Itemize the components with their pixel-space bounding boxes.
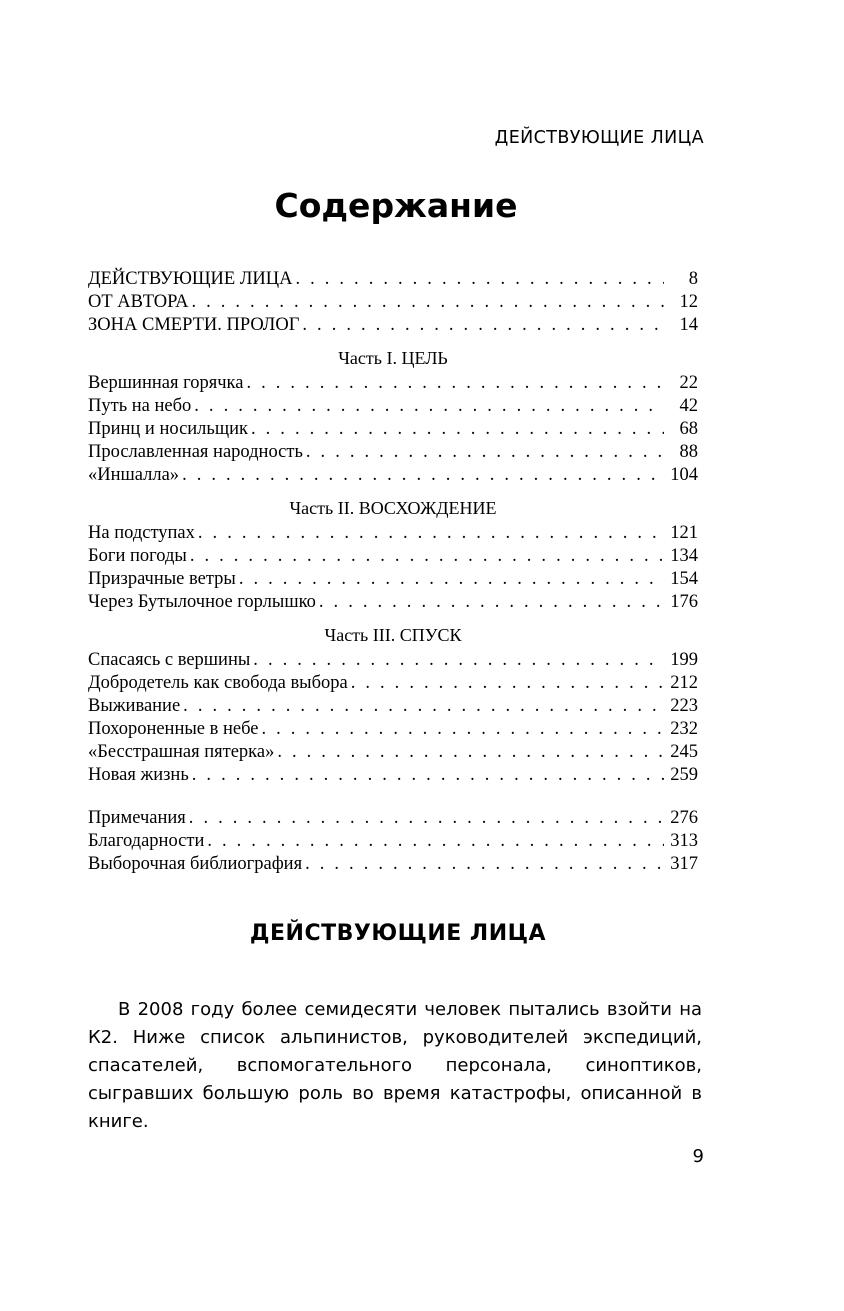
toc-entry-title: ОТ АВТОРА — [88, 292, 189, 312]
dot-leader — [253, 649, 664, 672]
toc-entry-page: 12 — [679, 292, 698, 312]
section-title: ДЕЙСТВУЮЩИЕ ЛИЦА — [249, 921, 547, 946]
toc-entry[interactable] — [88, 464, 698, 487]
part-heading: Часть I. ЦЕЛЬ — [338, 348, 448, 368]
dot-leader — [194, 395, 664, 418]
toc-entry-page: 199 — [670, 650, 698, 670]
toc-entry-page: 259 — [670, 765, 698, 785]
toc-entry-title: Добродетель как свобода выбора — [88, 673, 348, 693]
toc-entry-page: 8 — [688, 269, 698, 289]
toc-entry-title: Через Бутылочное горлышко — [88, 592, 316, 612]
toc-entry-title: ДЕЙСТВУЮЩИЕ ЛИЦА — [88, 269, 293, 289]
toc-entry-title: Боги погоды — [88, 546, 187, 566]
toc-entry-page: 176 — [670, 592, 698, 612]
toc-entry-page: 68 — [679, 419, 698, 439]
toc-entry-page: 245 — [670, 742, 698, 762]
page-number: 9 — [692, 1146, 704, 1167]
dot-leader — [192, 764, 664, 787]
toc-part-2 — [88, 497, 698, 614]
dot-leader — [251, 418, 664, 441]
running-head: ДЕЙСТВУЮЩИЕ ЛИЦА — [494, 128, 704, 148]
toc-entry[interactable] — [88, 718, 698, 741]
toc-entry[interactable] — [88, 441, 698, 464]
dot-leader — [319, 591, 664, 614]
toc-entry[interactable] — [88, 522, 698, 545]
toc-part-1 — [88, 347, 698, 487]
toc-entry-title: ЗОНА СМЕРТИ. ПРОЛОГ — [88, 315, 300, 335]
dot-leader — [246, 372, 664, 395]
dot-leader — [191, 291, 664, 314]
intro-paragraph: В 2008 году более семидесяти человек пытались взойти на К2. Ниже список альпинистов, руководителей экспедиций, спасателей, вспомогательного персонала, синоптиков, сыгравших большую роль во время катастрофы, описанной в книге. — [88, 999, 702, 1132]
part-heading: Часть III. СПУСК — [324, 625, 462, 645]
dot-leader — [277, 741, 664, 764]
toc-entry-page: 22 — [679, 373, 698, 393]
dot-leader — [182, 464, 664, 487]
toc-entry[interactable] — [88, 830, 698, 853]
toc-entry-title: Спасаясь с вершины — [88, 650, 251, 670]
table-of-contents — [88, 268, 698, 876]
toc-entry[interactable] — [88, 741, 698, 764]
toc-entry-title: «Бесстрашная пятерка» — [88, 742, 275, 762]
toc-entry-page: 313 — [670, 831, 698, 851]
dot-leader — [198, 522, 664, 545]
toc-entry-title: Выживание — [88, 696, 181, 716]
dot-leader — [190, 545, 664, 568]
dot-leader — [261, 718, 664, 741]
dot-leader — [351, 672, 664, 695]
toc-front-matter — [88, 268, 698, 337]
toc-entry-page: 14 — [679, 315, 698, 335]
toc-entry-page: 276 — [670, 808, 698, 828]
toc-entry-title: Путь на небо — [88, 396, 192, 416]
toc-entry-page: 223 — [670, 696, 698, 716]
toc-entry[interactable] — [88, 418, 698, 441]
dot-leader — [302, 314, 664, 337]
toc-entry[interactable] — [88, 545, 698, 568]
toc-entry-page: 134 — [670, 546, 698, 566]
dot-leader — [189, 807, 664, 830]
toc-entry[interactable] — [88, 695, 698, 718]
dot-leader — [305, 853, 664, 876]
toc-part-3 — [88, 624, 698, 787]
toc-entry-title: Призрачные ветры — [88, 569, 236, 589]
toc-entry-page: 317 — [670, 854, 698, 874]
toc-entry-page: 104 — [670, 465, 698, 485]
dot-leader — [295, 268, 664, 291]
dot-leader — [183, 695, 664, 718]
toc-entry-page: 42 — [679, 396, 698, 416]
dot-leader — [207, 830, 664, 853]
toc-entry[interactable] — [88, 591, 698, 614]
toc-entry[interactable] — [88, 672, 698, 695]
toc-entry-title: Похороненные в небе — [88, 719, 259, 739]
dot-leader — [239, 568, 664, 591]
toc-entry[interactable] — [88, 291, 698, 314]
toc-entry-page: 154 — [670, 569, 698, 589]
toc-entry-title: «Иншалла» — [88, 465, 180, 485]
toc-back-matter — [88, 807, 698, 876]
toc-entry[interactable] — [88, 807, 698, 830]
toc-entry-page: 121 — [670, 523, 698, 543]
toc-entry-page: 88 — [679, 442, 698, 462]
toc-entry[interactable] — [88, 372, 698, 395]
toc-entry[interactable] — [88, 395, 698, 418]
toc-entry[interactable] — [88, 568, 698, 591]
toc-entry[interactable] — [88, 314, 698, 337]
toc-entry-title: Вершинная горячка — [88, 373, 244, 393]
toc-entry-title: Выборочная библиография — [88, 854, 303, 874]
toc-entry-title: На подступах — [88, 523, 195, 543]
toc-entry[interactable] — [88, 764, 698, 787]
dot-leader — [306, 441, 664, 464]
toc-entry-title: Принц и носильщик — [88, 419, 248, 439]
contents-title: Содержание — [274, 186, 518, 225]
part-heading: Часть II. ВОСХОЖДЕНИЕ — [289, 498, 497, 518]
toc-entry-title: Прославленная народность — [88, 442, 303, 462]
toc-entry-page: 232 — [670, 719, 698, 739]
toc-entry[interactable] — [88, 853, 698, 876]
toc-entry[interactable] — [88, 649, 698, 672]
toc-entry-page: 212 — [670, 673, 698, 693]
toc-entry-title: Примечания — [88, 808, 186, 828]
toc-entry[interactable] — [88, 268, 698, 291]
toc-entry-title: Новая жизнь — [88, 765, 189, 785]
toc-entry-title: Благодарности — [88, 831, 205, 851]
toc-spacer — [88, 787, 698, 807]
